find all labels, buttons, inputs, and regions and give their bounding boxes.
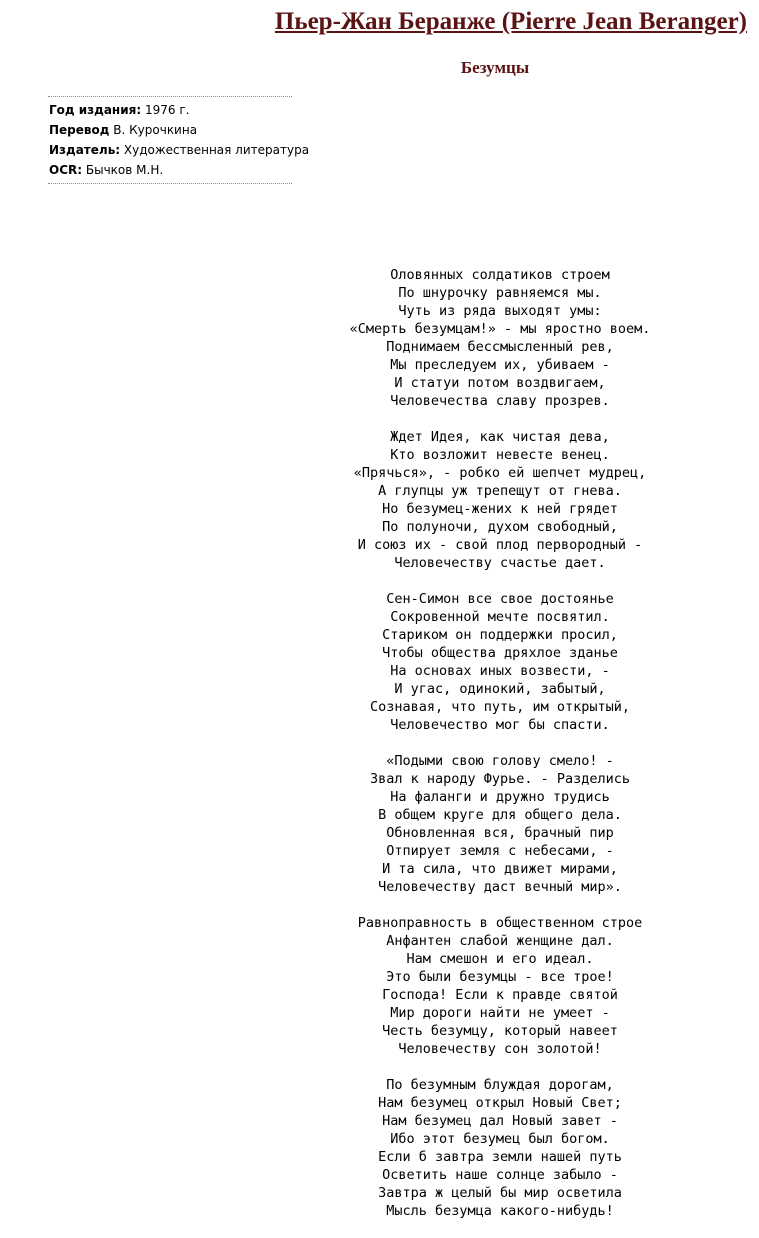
poem-line: И статуи потом воздвигаем, [394,375,606,391]
poem-line: Мир дороги найти не умеет - [390,1005,610,1021]
poem-line: Господа! Если к правде святой [382,987,618,1003]
poem-line: Звал к народу Фурье. - Разделись [369,771,631,787]
poem-line: Сокровенной мечте посвятил. [390,609,610,625]
poem-line: Сознавая, что путь, им открытый, [369,699,631,715]
poem-line: По шнурочку равняемся мы. [398,285,602,301]
poem-line: Нам смешон и его идеал. [406,951,594,967]
poem-line: А глупцы уж трепещут от гнева. [378,483,622,499]
poem-line: Сен-Симон все свое достоянье [386,591,614,607]
poem-line: Человечеству сон золотой! [398,1041,602,1057]
poem-line: И союз их - свой плод первородный - [357,537,643,553]
poem-line: На основах иных возвести, - [390,663,610,679]
info-ocr [49,160,292,180]
poem-line: Обновленная вся, брачный пир [386,825,614,841]
info-year [49,100,292,120]
poem-line: Это были безумцы - все трое! [386,969,614,985]
poem-line: Оловянных солдатиков строем [390,267,610,283]
poem-line: Нам безумец дал Новый завет - [382,1113,618,1129]
poem-line: По безумным блуждая дорогам, [386,1077,614,1093]
info-label: Год издания: [49,103,142,117]
poem-line: Человечеству даст вечный мир». [378,879,622,895]
poem-line: В общем круге для общего дела. [378,807,622,823]
poem-line: Анфантен слабой женщине дал. [386,933,614,949]
poem-line: Чтобы общества дряхлое зданье [382,645,618,661]
stanza [290,590,710,734]
poem-line: На фаланги и дружно трудись [390,789,610,805]
poem-title: Безумцы [460,58,530,77]
info-label: Издатель: [49,143,121,157]
poem-line: Человечество мог бы спасти. [390,717,610,733]
poem-line: Кто возложит невесте венец. [390,447,610,463]
poem-line: Человечеству счастье дает. [394,555,606,571]
info-publisher [49,140,310,160]
author-link[interactable]: Пьер-Жан Беранже (Pierre Jean Beranger) [274,8,747,35]
poem-line: Завтра ж целый бы мир осветила [378,1185,622,1201]
info-label: OCR: [49,163,83,177]
poem-line: Отпирует земля с небесами, - [386,843,614,859]
poem-line: По полуночи, духом свободный, [382,519,618,535]
poem-line: Нам безумец открыл Новый Свет; [378,1095,622,1111]
poem-text [290,266,710,1238]
stanza [290,428,710,572]
poem-line: Ибо этот безумец был богом. [390,1131,610,1147]
poem-line: Мысль безумца какого-нибудь! [386,1203,614,1219]
stanza [290,266,710,410]
poem-line: И угас, одинокий, забытый, [394,681,606,697]
poem-line: Если б завтра земли нашей путь [378,1149,622,1165]
poem-line: И та сила, что движет мирами, [382,861,618,877]
poem-line: Мы преследуем их, убиваем - [390,357,610,373]
info-label: Перевод [49,123,110,137]
poem-line: Равноправность в общественном строе [357,915,643,931]
poem-line: Поднимаем бессмысленный рев, [386,339,614,355]
info-value: Художественная литература [123,143,310,157]
stanza [290,752,710,896]
info-value: Бычков М.Н. [85,163,164,177]
poem-line: Стариком он поддержки просил, [382,627,618,643]
stanza [290,1076,710,1220]
info-value: 1976 г. [144,103,190,117]
poem-line: Честь безумцу, который навеет [382,1023,618,1039]
poem-line: Но безумец-жених к ней грядет [382,501,618,517]
poem-line: «Подыми свою голову смело! - [386,753,614,769]
poem-line: Чуть из ряда выходят умы: [398,303,602,319]
info-value: В. Курочкина [113,123,198,137]
info-translator [49,120,292,140]
poem-line: «Прячься», - робко ей шепчет мудрец, [353,465,647,481]
poem-line: «Смерть безумцам!» - мы яростно воем. [349,321,651,337]
poem-line: Осветить наше солнце забыло - [382,1167,618,1183]
poem-line: Человечества славу прозрев. [390,393,610,409]
poem-line: Ждет Идея, как чистая дева, [390,429,610,445]
stanza [290,914,710,1058]
publication-info [48,96,310,184]
